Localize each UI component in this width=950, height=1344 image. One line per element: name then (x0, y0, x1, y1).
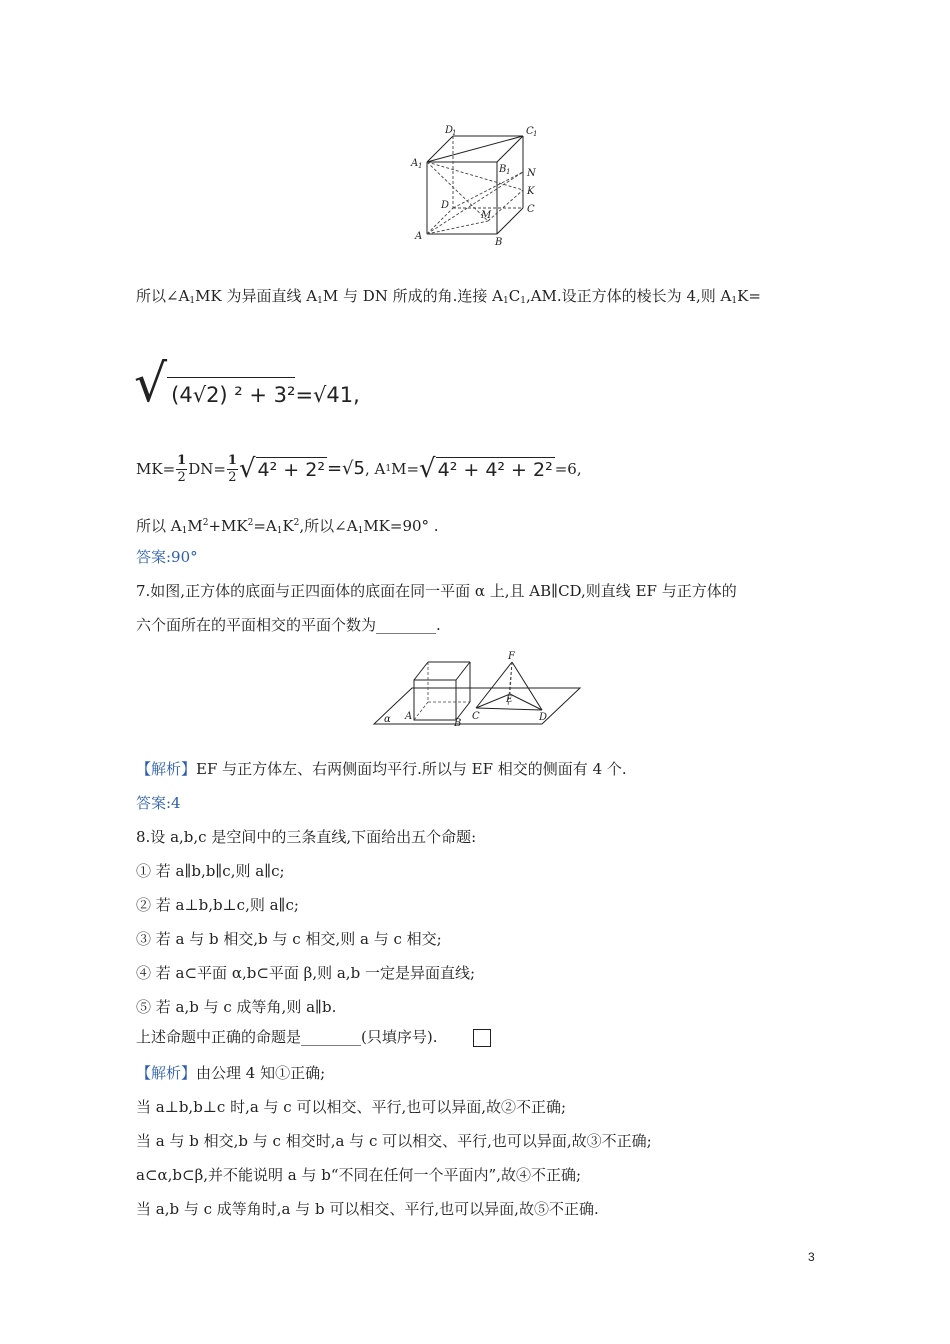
answer-checkbox[interactable] (473, 1029, 491, 1047)
label-D1: D (445, 125, 454, 136)
label-N: N (527, 168, 536, 179)
q8-item-1: ① 若 a∥b,b∥c,则 a∥c; (136, 862, 285, 880)
q7-line1: 7.如图,正方体的底面与正四面体的底面在同一平面 α 上,且 AB∥CD,则直线 EF 与正方体的 (136, 582, 737, 600)
svg-text:1: 1 (533, 130, 538, 138)
label-D: D (441, 200, 450, 211)
label-C: C (472, 711, 480, 722)
q8-analysis-3: 当 a 与 b 相交,b 与 c 相交时,a 与 c 可以相交、平行,也可以异面,故③不正确; (136, 1132, 652, 1150)
label-E: E (506, 695, 513, 705)
label-M: M (481, 210, 492, 221)
q8-item-2: ② 若 a⊥b,b⊥c,则 a∥c; (136, 896, 299, 914)
angle-statement: 所以$\angle A_1MK$ 为异面直线 $A_1M$ 与 DN 所成的角.连接 $A_1C_1,AM$.设正方体的棱长为 4,则 $A_1K=$ (136, 287, 761, 306)
label-F: F (508, 651, 515, 662)
answer-6: 答案:90° (136, 548, 198, 566)
a1k-radical: √ (4√2) ² + 3² =√41, (134, 354, 360, 414)
q8-analysis-5: 当 a,b 与 c 成等角时,a 与 b 可以相交、平行,也可以异面,故⑤不正确. (136, 1200, 599, 1218)
answer-7: 答案:4 (136, 794, 181, 812)
q8-analysis-4: a⊂α,b⊂β,并不能说明 a 与 b“不同在任何一个平面内”,故④不正确; (136, 1166, 582, 1184)
q8-analysis-1: 【解析】由公理 4 知①正确; (136, 1064, 326, 1082)
label-B: B (495, 237, 503, 248)
label-B1: B (499, 164, 507, 175)
label-C1: C (526, 126, 534, 137)
label-K: K (527, 186, 535, 197)
label-B: B (454, 718, 462, 728)
mk-formula: MK= $\frac{1}{2}$ DN= $\frac{1}{2}$ √ 4² + 2² =√5 , A 1 M= √ 4² + 4² + 2² =6, (136, 452, 582, 485)
label-A: A (415, 231, 423, 242)
label-C: C (527, 204, 535, 215)
label-alpha: α (384, 714, 391, 725)
label-A1: A (411, 158, 419, 169)
cube-tetrahedron-figure (372, 648, 584, 728)
q8-question: 上述命题中正确的命题是________(只填序号). (136, 1027, 491, 1047)
q7-line2: 六个面所在的平面相交的平面个数为________. (136, 616, 441, 634)
q7-analysis: 【解析】EF 与正方体左、右两侧面均平行.所以与 EF 相交的侧面有 4 个. (136, 760, 627, 778)
page-number: 3 (808, 1250, 815, 1264)
q8-analysis-2: 当 a⊥b,b⊥c 时,a 与 c 可以相交、平行,也可以异面,故②不正确; (136, 1098, 567, 1116)
label-D: D (539, 712, 548, 723)
q8-item-4: ④ 若 a⊂平面 α,b⊂平面 β,则 a,b 一定是异面直线; (136, 964, 475, 982)
q8-stem: 8.设 a,b,c 是空间中的三条直线,下面给出五个命题: (136, 828, 477, 846)
svg-text:1: 1 (418, 162, 423, 170)
cube-figure (405, 120, 555, 250)
svg-text:1: 1 (506, 168, 511, 176)
q8-item-3: ③ 若 a 与 b 相交,b 与 c 相交,则 a 与 c 相交; (136, 930, 442, 948)
conclusion: 所以 $A_1M^2+MK^2=A_1K^2$,所以$\angle A_1MK=90^\circ$ . (136, 517, 439, 536)
label-A: A (405, 711, 413, 722)
q8-item-5: ⑤ 若 a,b 与 c 成等角,则 a∥b. (136, 998, 337, 1016)
svg-text:1: 1 (452, 129, 457, 137)
